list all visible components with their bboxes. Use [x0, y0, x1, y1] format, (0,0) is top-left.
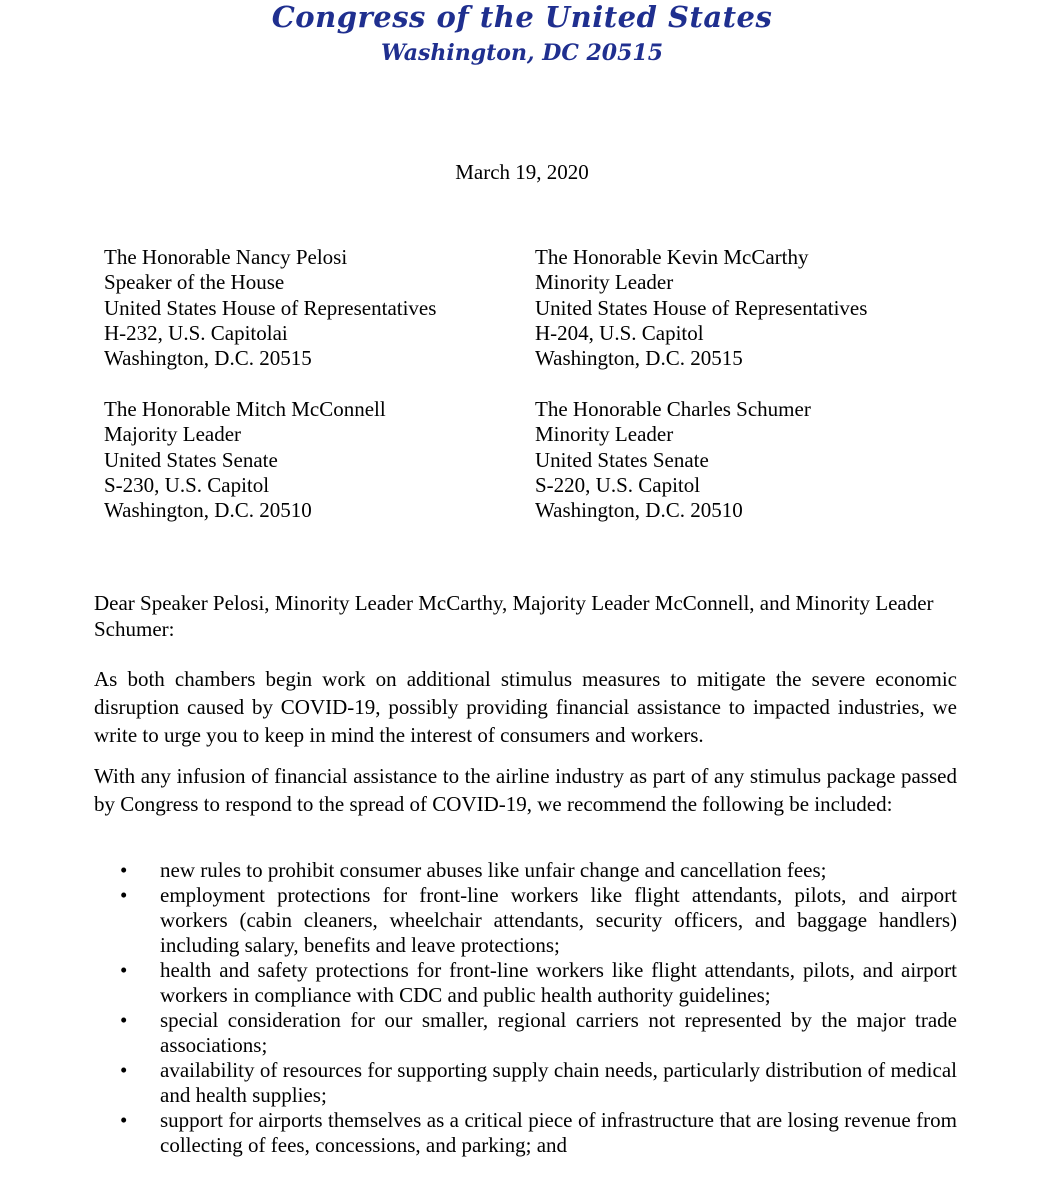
recommendation-list [94, 858, 957, 1158]
addressee-block-mccarthy [535, 245, 867, 371]
bullet-icon: • [120, 1008, 128, 1032]
addressee-office: H-204, U.S. Capitol [535, 320, 704, 345]
addressee-block-pelosi [104, 245, 436, 371]
list-item [94, 858, 957, 883]
list-item-text: support for airports themselves as a critical piece of infrastructure that are losing revenue from collecting of fees, concessions, and parking; and [160, 1108, 957, 1157]
list-item [94, 1108, 957, 1158]
addressee-name: The Honorable Nancy Pelosi [104, 245, 348, 269]
list-item [94, 1058, 957, 1108]
list-item [94, 1008, 957, 1058]
bullet-icon: • [120, 1108, 128, 1132]
addressee-office: S-230, U.S. Capitol [104, 472, 270, 497]
addressee-title: Minority Leader [535, 422, 674, 447]
addressee-org: United States Senate [535, 447, 709, 472]
bullet-icon: • [120, 958, 128, 982]
addressee-title: Minority Leader [535, 270, 674, 295]
list-item [94, 958, 957, 1008]
letterhead-subtitle: Washington, DC 20515 [380, 40, 664, 66]
list-item-text: employment protections for front-line workers like flight attendants, pilots, and airport workers (cabin cleaners, wheelchair attendants, security officers, and baggage handlers) including salary, benefits and leave protections; [160, 883, 957, 957]
addressee-name: The Honorable Kevin McCarthy [535, 245, 809, 269]
list-item-text: new rules to prohibit consumer abuses like unfair change and cancellation fees; [160, 858, 827, 882]
addressee-city: Washington, D.C. 20510 [104, 498, 312, 523]
addressee-org: United States House of Representatives [104, 295, 437, 320]
addressee-title: Majority Leader [104, 422, 242, 447]
list-item [94, 883, 957, 958]
addressee-name: The Honorable Mitch McConnell [104, 397, 386, 421]
addressee-block-schumer [535, 397, 811, 523]
bullet-icon: • [120, 883, 128, 907]
addressee-block-mcconnell [104, 397, 386, 523]
addressee-city: Washington, D.C. 20515 [104, 346, 312, 371]
addressee-city: Washington, D.C. 20510 [535, 498, 743, 523]
body-paragraph: With any infusion of financial assistance to the airline industry as part of any stimulus package passed by Congress to respond to the spread of COVID-19, we recommend the following be included: [94, 764, 957, 816]
list-item-text: health and safety protections for front-line workers like flight attendants, pilots, and airport workers in compliance with CDC and public health authority guidelines; [160, 958, 957, 1007]
bullet-icon: • [120, 1058, 128, 1082]
addressee-name: The Honorable Charles Schumer [535, 397, 811, 421]
letterhead-title: Congress of the United States [271, 0, 773, 34]
bullet-icon: • [120, 858, 128, 882]
addressee-org: United States Senate [104, 447, 278, 472]
letter-date: March 19, 2020 [455, 160, 589, 184]
list-item-text: availability of resources for supporting supply chain needs, particularly distribution of medical and health supplies; [160, 1058, 957, 1107]
salutation: Dear Speaker Pelosi, Minority Leader McCarthy, Majority Leader McConnell, and Minority Leader Schumer: [94, 591, 934, 641]
body-paragraph: As both chambers begin work on additional stimulus measures to mitigate the severe economic disruption caused by COVID-19, possibly providing financial assistance to impacted industries, we write to urge you to keep in mind the interest of consumers and workers. [94, 667, 957, 747]
addressee-city: Washington, D.C. 20515 [535, 346, 743, 371]
addressee-org: United States House of Representatives [535, 295, 868, 320]
addressee-title: Speaker of the House [104, 270, 285, 295]
list-item-text: special consideration for our smaller, regional carriers not represented by the major trade associations; [160, 1008, 957, 1057]
addressee-office: H-232, U.S. Capitolai [104, 320, 288, 345]
addressee-office: S-220, U.S. Capitol [535, 472, 701, 497]
